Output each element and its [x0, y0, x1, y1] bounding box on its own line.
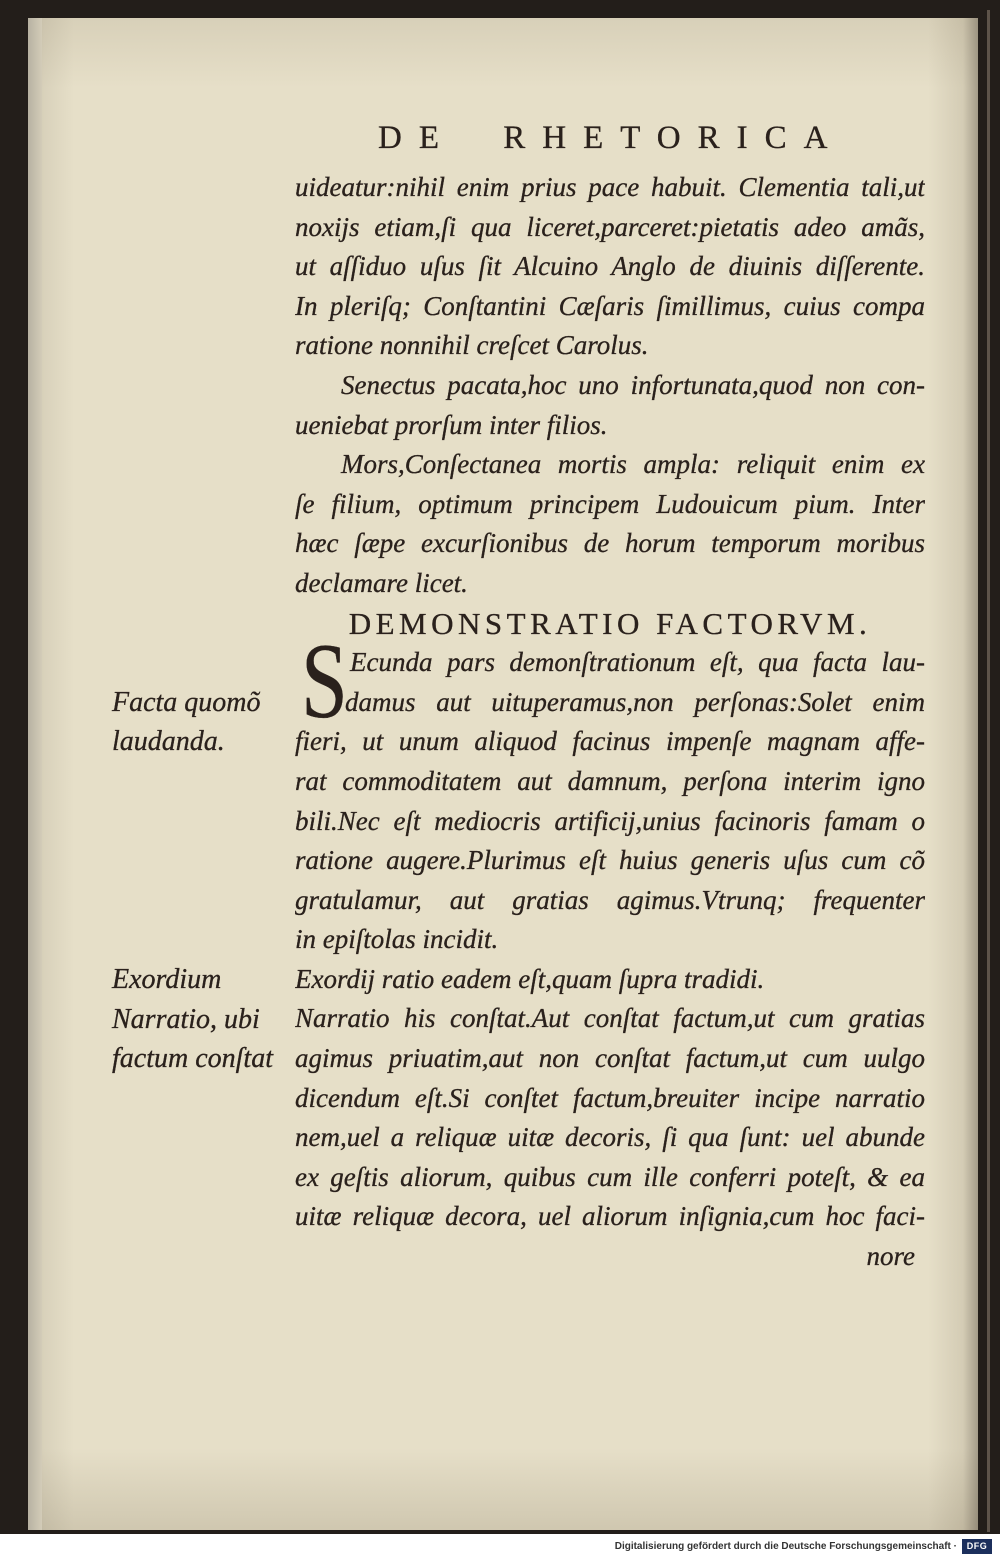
text-line: hæc ſæpe excurſionibus de horum temporum moribus	[295, 528, 925, 559]
text-line: uideatur:nihil enim prius pace habuit. Clementia tali,ut	[295, 172, 925, 202]
text-line: rat commoditatem aut damnum, perſona interim igno	[295, 765, 925, 796]
dfg-logo: DFG	[962, 1539, 992, 1554]
marginal-note	[112, 1000, 290, 1079]
marginal-note-line: factum conſtat	[112, 1043, 273, 1075]
text-line: ex geſtis aliorum, quibus cum ille conferri poteſt, & ea	[295, 1161, 925, 1192]
text-line: damus aut uituperamus,non perſonas:Solet enim	[345, 686, 925, 717]
text-line: Mors,Conſectanea mortis ampla: reliquit enim ex	[341, 449, 925, 480]
text-line: agimus priuatim,aut non conſtat factum,ut cum uulgo	[295, 1043, 925, 1074]
text-line: Narratio his conſtat.Aut conſtat factum,ut cum gratias	[295, 1003, 925, 1034]
main-text-block	[295, 168, 925, 1277]
section-heading: DEMONSTRATIO FACTORVM.	[348, 605, 872, 641]
text-line: in epiſtolas incidit.	[295, 924, 499, 955]
text-line: ratione nonnihil creſcet Carolus.	[295, 330, 649, 361]
text-line: gratulamur, aut gratias agimus.Vtrunq; frequenter	[295, 884, 925, 915]
text-line: Exordij ratio eadem eſt,quam ſupra tradidi.	[295, 963, 765, 994]
marginal-note	[112, 960, 290, 1000]
drop-cap: S	[301, 622, 348, 741]
text-line: bili.Nec eſt mediocris artificij,unius facinoris famam o	[295, 805, 925, 836]
marginal-note	[112, 683, 290, 762]
page-edge	[987, 10, 990, 1532]
running-head: DE RHETORICA	[378, 120, 845, 156]
marginal-note-line: Facta quomõ	[112, 686, 261, 718]
text-line: fieri, ut unum aliquod facinus impenſe magnam affe-	[295, 726, 925, 757]
text-line: Senectus pacata,hoc uno infortunata,quod non con-	[341, 369, 925, 400]
digitization-credit: Digitalisierung gefördert durch die Deutsche Forschungsgemeinschaft ·	[614, 1541, 957, 1552]
text-line: Ecunda pars demonſtrationum eſt, qua facta lau-	[350, 647, 925, 678]
text-line: noxijs etiam,ſi qua liceret,parceret:pietatis adeo amãs,	[295, 211, 925, 242]
text-line: In pleriſq; Conſtantini Cæſaris ſimillimus, cuius compa	[295, 290, 925, 321]
text-line: nem,uel a reliquæ uitæ decoris, ſi qua ſunt: uel abunde	[295, 1122, 925, 1153]
catchword: nore	[866, 1241, 915, 1272]
marginal-note-line: Exordium	[112, 964, 222, 995]
page-gutter	[28, 18, 42, 1530]
text-line: ſe filium, optimum principem Ludouicum pium. Inter	[295, 488, 925, 519]
text-line: uitæ reliquæ decora, uel aliorum inſignia,cum hoc faci-	[295, 1201, 925, 1232]
text-line: ueniebat prorſum inter filios.	[295, 409, 608, 440]
marginal-note-line: Narratio, ubi	[112, 1003, 260, 1035]
marginal-note-line: laudanda.	[112, 726, 225, 758]
text-line: dicendum eſt.Si conſtet factum,breuiter incipe narratio	[295, 1082, 925, 1113]
text-line: declamare licet.	[295, 567, 468, 598]
text-line: ut aſſiduo uſus ſit Alcuino Anglo de diuinis diſſerente.	[295, 251, 925, 282]
text-line: ratione augere.Plurimus eſt huius generis uſus cum cõ	[295, 845, 925, 876]
